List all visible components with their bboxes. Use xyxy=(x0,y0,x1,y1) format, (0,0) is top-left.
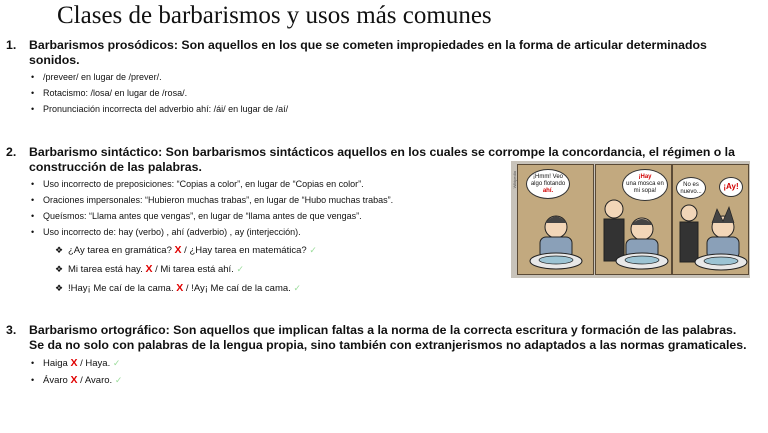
wrong-mark-icon: X xyxy=(174,244,182,256)
bullet-icon: • xyxy=(31,375,35,385)
separator: / xyxy=(80,375,83,386)
bullet-text: Queísmos: “Llama antes que vengas”, en lugar de “llama antes de que vengas”. xyxy=(43,211,362,221)
comic-watermark: Wikipedia xyxy=(512,171,517,189)
bullet-icon: • xyxy=(31,88,35,98)
waiter-and-customer-icon xyxy=(596,165,672,275)
wrong-mark-icon: X xyxy=(70,374,78,386)
bullet-text: /preveer/ en lugar de /prever/. xyxy=(43,72,162,82)
comic-strip xyxy=(511,161,750,278)
bullet-icon: • xyxy=(31,227,35,237)
bullet-icon: • xyxy=(31,211,35,221)
comic-panel-3 xyxy=(672,164,749,275)
wrong-mark-icon: X xyxy=(176,282,184,294)
wrong-example: Mi tarea está hay. xyxy=(68,264,143,275)
diamond-bullet-icon: ❖ xyxy=(55,245,64,255)
bubble-text: mi sopa! xyxy=(633,188,657,194)
right-example: Haya. xyxy=(85,358,111,369)
bullet-icon: • xyxy=(31,179,35,189)
comic-panel-1 xyxy=(517,164,594,275)
page-title: Clases de barbarismos y usos más comunes xyxy=(57,2,492,29)
separator: / xyxy=(185,283,189,294)
check-mark-icon: ✓ xyxy=(293,283,301,293)
example-line xyxy=(68,282,301,295)
section-text-line-1: Barbarismo ortográfico: Son aquellos que implican faltas a la norma de la correcta escritura y formación de las palabras. xyxy=(29,323,737,337)
bullet-text: Uso incorrecto de preposiciones: “Copias a color”, en lugar de “Copias en color”. xyxy=(43,179,364,189)
bullet-text: Pronunciación incorrecta del adverbio ahí: /ái/ en lugar de /aí/ xyxy=(43,104,289,114)
wrong-mark-icon: X xyxy=(145,263,153,275)
separator: / xyxy=(184,245,187,256)
section-number: 3. xyxy=(6,323,17,337)
bullet-text: Rotacismo: /losa/ en lugar de /rosa/. xyxy=(43,88,188,98)
wrong-example: !Hay¡ Me caí de la cama. xyxy=(68,283,174,294)
bullet-icon: • xyxy=(31,104,35,114)
example-line xyxy=(68,244,317,257)
check-mark-icon: ✓ xyxy=(236,264,244,274)
person-with-soup-icon xyxy=(518,165,594,275)
section-text-line-1: Barbarismos prosódicos: Son aquellos en los que se cometen impropiedades en la forma de articular determinados xyxy=(29,38,707,52)
section-1-heading xyxy=(6,38,756,68)
bubble-highlight: ¡Ay! xyxy=(723,182,739,191)
example-line xyxy=(43,357,120,370)
right-example: ¿Hay tarea en matemática? xyxy=(189,245,307,256)
customer-startled-icon xyxy=(673,165,749,275)
wrong-example: Ávaro xyxy=(43,375,68,386)
section-number: 1. xyxy=(6,38,17,52)
check-mark-icon: ✓ xyxy=(114,375,123,385)
bubble-text: una mosca en xyxy=(626,181,664,187)
bubble-text: ¡Hmm! Veo xyxy=(532,174,563,180)
bubble-highlight: ¡Hay xyxy=(638,174,652,180)
bullet-text: Oraciones impersonales: “Hubieron muchas trabas”, en lugar de “Hubo muchas trabas”. xyxy=(43,195,394,205)
wrong-example: Haiga xyxy=(43,358,68,369)
right-example: Avaro. xyxy=(84,375,113,386)
check-mark-icon: ✓ xyxy=(309,245,317,255)
separator: / xyxy=(80,358,83,369)
bubble-text: nuevo... xyxy=(680,189,702,195)
section-text-line-2: construcción de las palabras. xyxy=(29,160,202,174)
example-line xyxy=(43,374,122,387)
section-text-line-2: Se da no solo con palabras de la lengua propia, sino también con extranjerismos no adaptados a las normas gramaticales. xyxy=(29,338,747,352)
bullet-text: Uso incorrecto de: hay (verbo) , ahí (adverbio) , ay (interjección). xyxy=(43,227,301,237)
example-line xyxy=(68,263,244,276)
section-3-heading xyxy=(6,323,766,353)
check-mark-icon: ✓ xyxy=(112,358,121,368)
bubble-text: algo flotando xyxy=(530,181,566,187)
bullet-icon: • xyxy=(31,195,35,205)
section-text-line-1: Barbarismo sintáctico: Son barbarismos sintácticos aquellos en los cuales se corrompe la concordancia, el régimen o la xyxy=(29,145,735,159)
wrong-example: ¿Ay tarea en gramática? xyxy=(68,245,172,256)
separator: / xyxy=(155,264,158,275)
right-example: !Ay¡ Me caí de la cama. xyxy=(191,283,291,294)
diamond-bullet-icon: ❖ xyxy=(55,264,64,274)
bullet-icon: • xyxy=(31,72,35,82)
wrong-mark-icon: X xyxy=(70,357,78,369)
right-example: Mi tarea está ahí. xyxy=(160,264,234,275)
comic-panel-2 xyxy=(595,164,672,275)
diamond-bullet-icon: ❖ xyxy=(55,283,64,293)
bubble-highlight: ahí. xyxy=(542,188,554,194)
section-number: 2. xyxy=(6,145,17,159)
section-text-line-2: sonidos. xyxy=(29,53,80,67)
bullet-icon: • xyxy=(31,358,35,368)
bubble-text: No es xyxy=(683,182,699,188)
